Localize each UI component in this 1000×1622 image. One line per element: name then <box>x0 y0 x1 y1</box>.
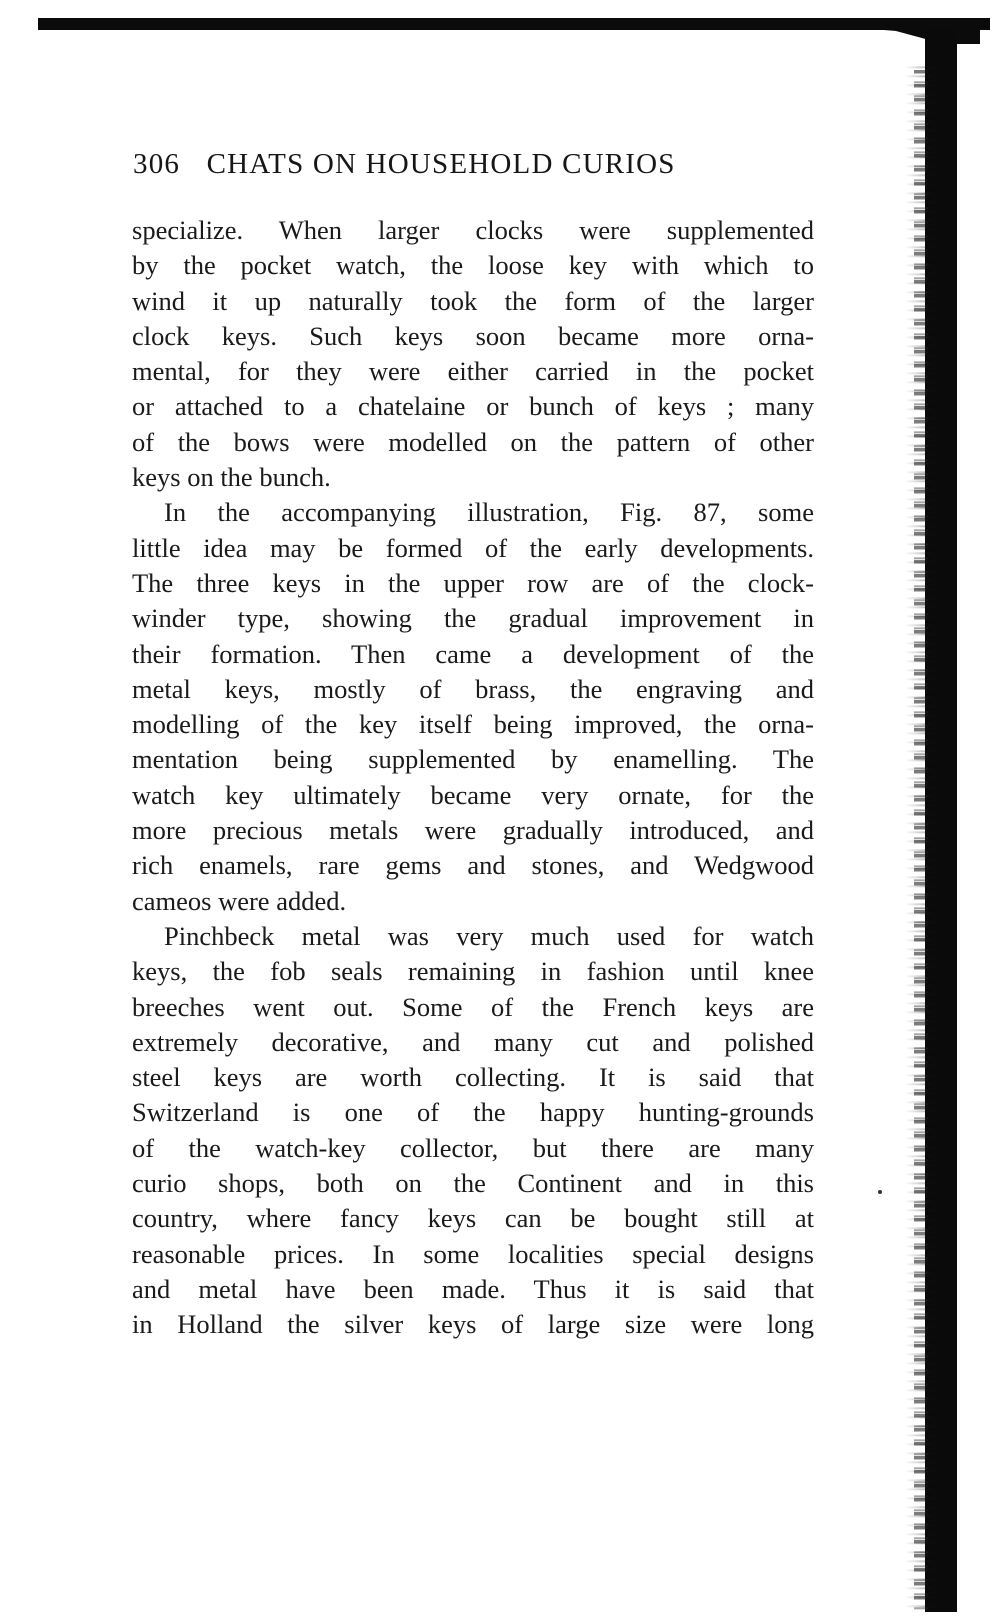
text-line: more precious metals were gradually introduced, and <box>132 815 814 846</box>
text-line: watch key ultimately became very ornate, for the <box>132 779 814 810</box>
text-line: by the pocket watch, the loose key with which to <box>132 250 814 281</box>
text-line: of the watch-key collector, but there are many <box>132 1132 814 1163</box>
text-line: of the bows were modelled on the pattern of other <box>132 426 814 457</box>
text-line: breeches went out. Some of the French keys are <box>132 991 814 1022</box>
text-line: winder type, showing the gradual improvement in <box>132 603 814 634</box>
text-line: mental, for they were either carried in the pocket <box>132 356 814 387</box>
scan-top-border <box>38 18 990 30</box>
text-line: keys, the fob seals remaining in fashion until knee <box>132 956 814 987</box>
text-line: reasonable prices. In some localities special designs <box>132 1238 814 1269</box>
text-line: modelling of the key itself being improved, the orna- <box>132 709 814 740</box>
text-line: wind it up naturally took the form of the larger <box>132 285 814 316</box>
text-line: cameos were added. <box>132 885 347 916</box>
text-line: extremely decorative, and many cut and polished <box>132 1026 814 1057</box>
text-line: rich enamels, rare gems and stones, and Wedgwood <box>132 850 814 881</box>
text-line: and metal have been made. Thus it is said that <box>132 1273 814 1304</box>
text-line: metal keys, mostly of brass, the engraving and <box>132 673 814 704</box>
text-line: steel keys are worth collecting. It is said that <box>132 1062 814 1093</box>
text-line: country, where fancy keys can be bought still at <box>132 1203 814 1234</box>
text-line: specialize. When larger clocks were supplemented <box>132 215 814 245</box>
text-line: mentation being supplemented by enamelling. The <box>132 744 814 775</box>
text-line: clock keys. Such keys soon became more orna- <box>132 320 814 351</box>
body-text <box>132 213 814 1343</box>
text-line: little idea may be formed of the early developments. <box>132 532 814 563</box>
text-line: Pinchbeck metal was very much used for watch <box>164 920 814 951</box>
page-number: 306 <box>133 148 181 180</box>
running-title: CHATS ON HOUSEHOLD CURIOS <box>206 148 676 180</box>
text-line: keys on the bunch. <box>132 462 331 493</box>
scan-top-border-tail <box>860 24 980 44</box>
text-line: their formation. Then came a development of the <box>132 638 814 669</box>
scan-binding-fringe <box>914 70 928 1610</box>
text-line: in Holland the silver keys of large size were long <box>132 1309 814 1340</box>
text-line: The three keys in the upper row are of the clock- <box>132 567 814 598</box>
text-line: Switzerland is one of the happy hunting-grounds <box>132 1097 814 1128</box>
text-line: or attached to a chatelaine or bunch of keys ; many <box>132 391 814 422</box>
text-line: In the accompanying illustration, Fig. 87, some <box>164 497 814 528</box>
page-header <box>133 148 823 188</box>
scan-speck <box>878 1190 882 1194</box>
text-line: curio shops, both on the Continent and in this <box>132 1168 814 1199</box>
